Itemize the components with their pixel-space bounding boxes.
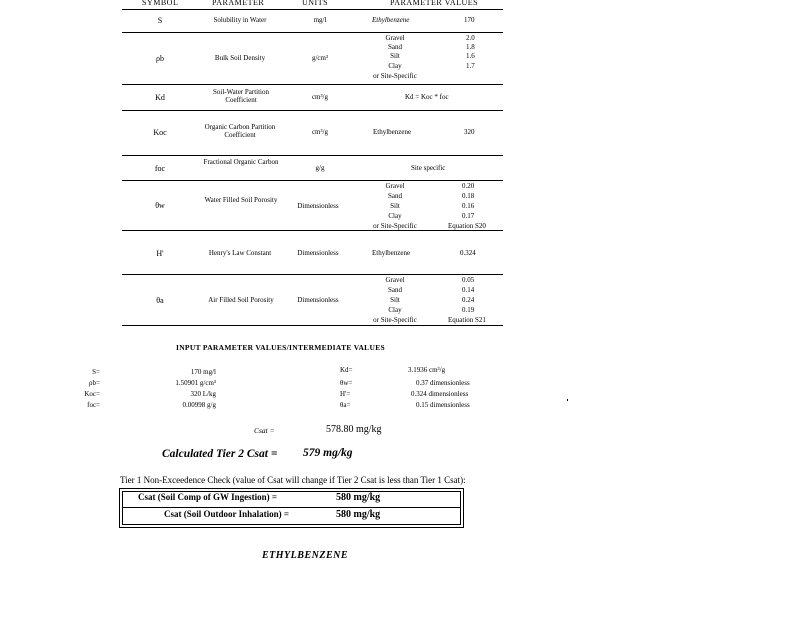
calculated-tier2-label: Calculated Tier 2 Csat = <box>162 448 278 460</box>
table-cell-symbol: θw <box>155 201 165 210</box>
soil-type: Sand <box>388 43 402 51</box>
table-cell-value-label: Ethylbenzene <box>373 128 412 136</box>
table-cell-units: Dimensionless <box>297 296 339 304</box>
soil-value: 0.14 <box>462 286 475 294</box>
soil-type: or Site-Specific <box>373 222 417 230</box>
table-cell-symbol: H' <box>156 249 164 258</box>
table-cell-value: 320 <box>464 128 475 136</box>
table-cell-symbol: ρb <box>156 54 164 63</box>
soil-value: 0.20 <box>462 182 475 190</box>
input-value: 1.50901 g/cm³ <box>175 379 216 387</box>
check-row-value: 580 mg/kg <box>336 492 381 503</box>
soil-value: 1.6 <box>466 52 475 60</box>
table-rule <box>122 9 503 10</box>
table-rule <box>122 155 503 156</box>
table-cell-value-label: Ethylbenzene <box>372 16 410 24</box>
soil-value: 0.05 <box>462 276 475 284</box>
table-cell-parameter: Water Filled Soil Porosity <box>204 196 278 204</box>
soil-type: Sand <box>388 286 402 294</box>
csat-value: 578.80 mg/kg <box>326 424 382 435</box>
table-cell-value: 170 <box>464 16 475 24</box>
input-section-title: INPUT PARAMETER VALUES/INTERMEDIATE VALUES <box>176 343 385 352</box>
table-cell-parameter: Soil-Water Partition Coefficient <box>212 88 269 104</box>
table-cell-value-label: Kd = Koc * foc <box>405 93 449 101</box>
input-label: foc= <box>87 401 100 409</box>
soil-type: Gravel <box>385 34 405 42</box>
table-cell-parameter: Organic Carbon Partition Coefficient <box>204 123 276 139</box>
table-cell-units: g/g <box>315 164 325 172</box>
input-value: 3.1936 cm³/g <box>408 366 446 374</box>
soil-type: Sand <box>388 192 402 200</box>
soil-type: Silt <box>390 202 400 210</box>
input-label: Koc= <box>84 390 100 398</box>
csat-label: Csat = <box>254 426 275 435</box>
table-cell-units: g/cm³ <box>311 54 329 62</box>
input-value: 170 mg/l <box>190 368 216 376</box>
table-cell-symbol: θa <box>156 296 164 305</box>
check-row-label: Csat (Soil Comp of GW Ingestion) = <box>138 492 277 502</box>
table-rule <box>122 274 503 275</box>
input-value: 0.324 dimensionless <box>411 390 469 398</box>
input-value: 0.37 dimensionless <box>416 379 470 387</box>
header-parameter: PARAMETER <box>212 0 265 7</box>
table-cell-parameter: Fractional Organic Carbon <box>203 158 279 166</box>
soil-value: Equation S20 <box>448 222 486 230</box>
header-parameter-values: PARAMETER VALUES <box>390 0 479 7</box>
input-label: Kd= <box>340 366 353 374</box>
header-symbol: SYMBOL <box>142 0 179 7</box>
soil-type: or Site-Specific <box>373 316 417 324</box>
soil-type: or Site-Specific <box>373 72 417 80</box>
soil-value: 0.19 <box>462 306 475 314</box>
input-label: θa= <box>340 401 351 409</box>
input-value: 320 L/kg <box>190 390 216 398</box>
soil-type: Clay <box>388 212 402 220</box>
soil-value: 1.8 <box>466 43 475 51</box>
table-cell-parameter: Henry's Law Constant <box>208 249 272 257</box>
check-box-divider <box>122 507 461 508</box>
table-rule <box>122 32 503 33</box>
header-units: UNITS <box>302 0 329 7</box>
soil-type: Gravel <box>385 182 405 190</box>
table-cell-symbol: foc <box>154 164 166 173</box>
soil-type: Clay <box>388 306 402 314</box>
table-cell-parameter: Air Filled Soil Porosity <box>208 296 274 304</box>
check-row-value: 580 mg/kg <box>336 509 381 520</box>
table-cell-parameter: Solubility in Water <box>213 16 267 24</box>
table-cell-units: Dimensionless <box>297 249 339 257</box>
table-rule <box>122 325 503 326</box>
input-label: H'= <box>340 390 351 398</box>
soil-value: 0.18 <box>462 192 475 200</box>
soil-value: 0.17 <box>462 212 475 220</box>
soil-value: 2.0 <box>466 34 475 42</box>
soil-type: Gravel <box>385 276 405 284</box>
input-label: θw= <box>340 379 353 387</box>
calculated-tier2-value: 579 mg/kg <box>303 447 353 459</box>
tier1-check-note: Tier 1 Non-Exceedence Check (value of Csat will change if Tier 2 Csat is less than Tier 1 Csat): <box>120 475 466 485</box>
input-value: 0.15 dimensionless <box>416 401 470 409</box>
table-cell-units: mg/l <box>313 16 327 24</box>
table-cell-symbol: Kd <box>155 93 165 102</box>
soil-value: Equation S21 <box>448 316 486 324</box>
table-cell-symbol: Koc <box>153 128 167 137</box>
soil-type: Silt <box>390 52 400 60</box>
input-label: ρb= <box>89 379 100 387</box>
table-cell-symbol: S <box>157 16 163 25</box>
soil-value: 0.24 <box>462 296 475 304</box>
table-cell-parameter: Bulk Soil Density <box>214 54 266 62</box>
table-cell-units: cm³/g <box>311 128 329 136</box>
table-cell-value: 0.324 <box>460 249 476 257</box>
table-cell-units: Dimensionless <box>297 202 339 210</box>
table-cell-value-label: Ethylbenzene <box>372 249 411 257</box>
check-row-label: Csat (Soil Outdoor Inhalation) = <box>164 509 289 519</box>
table-rule <box>122 230 503 231</box>
table-rule <box>122 180 503 181</box>
soil-type: Clay <box>388 62 402 70</box>
input-label: S= <box>92 368 100 376</box>
soil-value: 1.7 <box>466 62 475 70</box>
stray-mark <box>567 399 568 401</box>
input-value: 0.00998 g/g <box>182 401 216 409</box>
table-cell-units: cm³/g <box>311 93 329 101</box>
chemical-name: ETHYLBENZENE <box>262 550 349 561</box>
table-rule <box>122 110 503 111</box>
soil-value: 0.16 <box>462 202 475 210</box>
table-cell-value-label: Site specific <box>411 164 446 172</box>
soil-type: Silt <box>390 296 400 304</box>
table-rule <box>122 84 503 85</box>
